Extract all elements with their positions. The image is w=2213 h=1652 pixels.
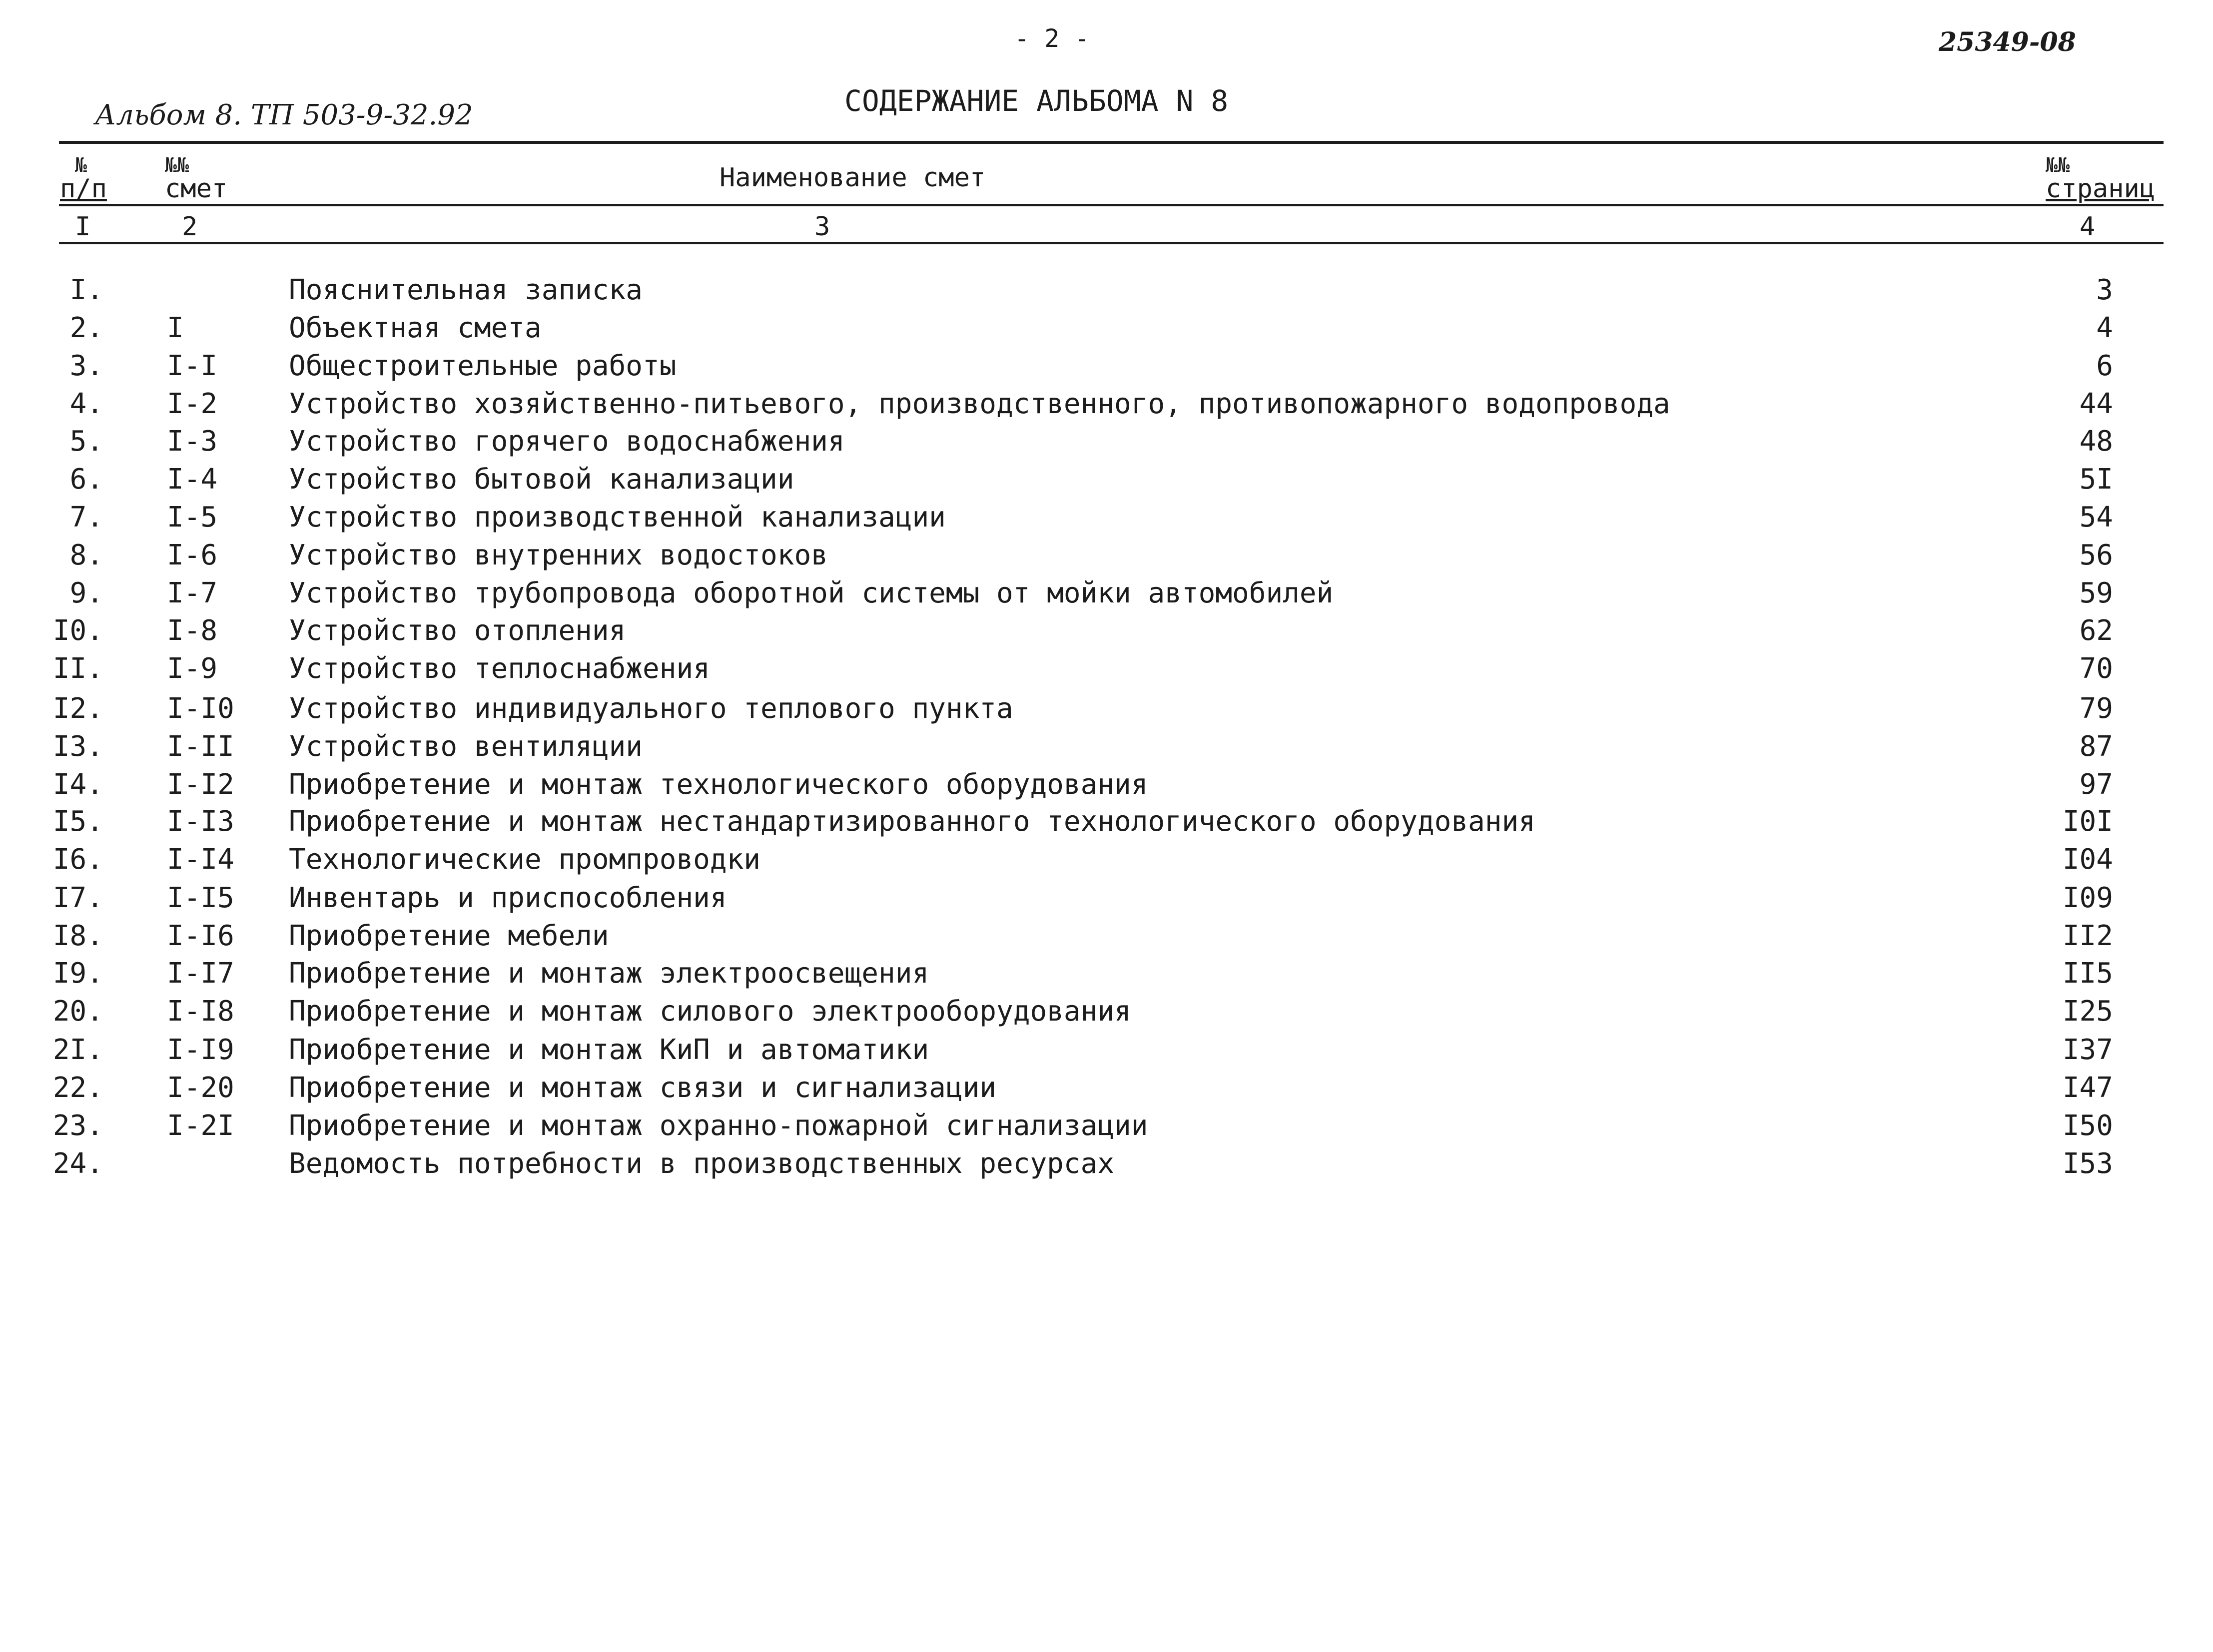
table-row [0,1072,2213,1106]
estimate-name: Приобретение и монтаж электроосвещения [289,957,929,990]
page-number-cell: I50 [2062,1109,2113,1142]
table-row [0,614,2213,649]
page-number-cell: 5I [2079,463,2113,496]
estimate-name: Устройство отопления [289,614,626,647]
row-number: 2. [69,312,103,344]
header-no-line1: № [75,154,87,177]
document-title: СОДЕРЖАНИЕ АЛЬБОМА N 8 [844,84,1229,118]
estimate-name: Приобретение и монтаж технологического оборудования [289,768,1148,801]
page-number-cell: 56 [2079,539,2113,571]
estimate-name: Приобретение и монтаж нестандартизированного технологического оборудования [289,805,1535,838]
row-number: 23. [52,1109,103,1142]
estimate-name: Технологические промпроводки [289,843,761,876]
page-number-cell: 3 [2096,274,2113,306]
estimate-number: I-2 [167,388,218,420]
estimate-number: I-6 [167,539,218,571]
table-row [0,312,2213,347]
table-row [0,995,2213,1030]
table-row [0,539,2213,574]
estimate-number: I-I9 [167,1034,234,1066]
page-number-cell: I04 [2062,843,2113,876]
estimate-name: Приобретение и монтаж силового электрооборудования [289,995,1131,1028]
row-number: I2. [52,692,103,725]
table-row [0,768,2213,803]
row-number: II. [52,652,103,685]
table-row [0,1034,2213,1069]
table-row [0,501,2213,536]
estimate-name: Устройство теплоснабжения [289,652,710,685]
estimate-number: I-I7 [167,957,234,990]
table-top-rule [59,141,2164,144]
estimate-name: Объектная смета [289,312,542,344]
header-page-line2: страниц [2046,174,2156,204]
row-number: I9. [52,957,103,990]
estimate-number: I-I2 [167,768,234,801]
column-number-4: 4 [2080,212,2096,242]
row-number: 7. [69,501,103,534]
row-number: 20. [52,995,103,1028]
header-estimate-line1: №№ [165,154,189,177]
estimate-number: I-2I [167,1109,234,1142]
estimate-name: Приобретение и монтаж охранно-пожарной сигнализации [289,1109,1148,1142]
estimate-number: I-8 [167,614,218,647]
estimate-number: I-4 [167,463,218,496]
estimate-name: Устройство горячего водоснабжения [289,425,845,458]
page-number-cell: 44 [2079,388,2113,420]
page-number-cell: II5 [2062,957,2113,990]
page-number-cell: 6 [2096,350,2113,382]
page-number-cell: I25 [2062,995,2113,1028]
table-row [0,425,2213,460]
page-number-cell: I0I [2062,805,2113,838]
row-number: I4. [52,768,103,801]
estimate-name: Инвентарь и приспособления [289,882,727,914]
column-number-2: 2 [182,212,198,242]
table-row [0,920,2213,955]
estimate-number: I-I8 [167,995,234,1028]
page-number-cell: 79 [2079,692,2113,725]
column-number-1: I [75,212,91,242]
table-row [0,350,2213,385]
table-row [0,274,2213,309]
page-number-cell: 59 [2079,577,2113,609]
page-number-cell: 48 [2079,425,2113,458]
header-no-line2: п/п [60,174,107,204]
page-number-cell: 70 [2079,652,2113,685]
column-number-3: 3 [814,212,830,242]
estimate-name: Устройство производственной канализации [289,501,946,534]
page-number: - 2 - [1014,24,1090,53]
page-number-cell: I09 [2062,882,2113,914]
estimate-name: Устройство бытовой канализации [289,463,794,496]
page-number-cell: 87 [2079,730,2113,763]
table-row [0,882,2213,917]
estimate-number: I-I5 [167,882,234,914]
row-number: 4. [69,388,103,420]
estimate-name: Устройство вентиляции [289,730,643,763]
page-number-cell: II2 [2062,920,2113,952]
row-number: I0. [52,614,103,647]
estimate-name: Приобретение и монтаж связи и сигнализации [289,1072,997,1104]
estimate-number: I-9 [167,652,218,685]
row-number: 22. [52,1072,103,1104]
estimate-number: I-7 [167,577,218,609]
page-number-cell: I47 [2062,1072,2113,1104]
estimate-name: Устройство трубопровода оборотной системы от мойки автомобилей [289,577,1334,609]
estimate-name: Приобретение и монтаж КиП и автоматики [289,1034,929,1066]
estimate-number: I-I3 [167,805,234,838]
row-number: I7. [52,882,103,914]
estimate-number: I-I6 [167,920,234,952]
row-number: 5. [69,425,103,458]
estimate-number: I-I4 [167,843,234,876]
page-number-cell: I53 [2062,1147,2113,1180]
table-row [0,805,2213,840]
page-number-cell: 97 [2079,768,2113,801]
table-row [0,957,2213,992]
estimate-name: Приобретение мебели [289,920,609,952]
estimate-number: I [167,312,184,344]
table-row [0,1147,2213,1182]
row-number: 9. [69,577,103,609]
row-number: 6. [69,463,103,496]
estimate-name: Устройство внутренних водостоков [289,539,828,571]
estimate-number: I-I [167,350,218,382]
document-code: 25349-08 [1939,27,2076,57]
estimate-number: I-I0 [167,692,234,725]
table-row [0,1109,2213,1144]
page-number-cell: 54 [2079,501,2113,534]
row-number: 8. [69,539,103,571]
page-number-cell: 4 [2096,312,2113,344]
estimate-name: Устройство индивидуального теплового пункта [289,692,1013,725]
estimate-number: I-II [167,730,234,763]
table-row [0,652,2213,687]
column-number-rule [59,242,2164,244]
page-number-cell: I37 [2062,1034,2113,1066]
row-number: 3. [69,350,103,382]
table-row [0,730,2213,765]
table-row [0,692,2213,727]
table-row [0,463,2213,498]
header-name: Наименование смет [720,163,986,193]
estimate-name: Устройство хозяйственно-питьевого, производственного, противопожарного водопровода [289,388,1670,420]
row-number: 2I. [52,1034,103,1066]
estimate-number: I-5 [167,501,218,534]
row-number: 24. [52,1147,103,1180]
row-number: I5. [52,805,103,838]
table-row [0,843,2213,878]
header-page-line1: №№ [2046,154,2070,177]
row-number: I8. [52,920,103,952]
album-reference: Альбом 8. ТП 503-9-32.92 [95,99,473,131]
estimate-name: Общестроительные работы [289,350,677,382]
row-number: I3. [52,730,103,763]
page-number-cell: 62 [2079,614,2113,647]
estimate-name: Пояснительная записка [289,274,643,306]
estimate-number: I-20 [167,1072,234,1104]
table-row [0,388,2213,423]
header-divider-rule [59,204,2164,206]
table-row [0,577,2213,612]
estimate-name: Ведомость потребности в производственных ресурсах [289,1147,1115,1180]
row-number: I. [69,274,103,306]
row-number: I6. [52,843,103,876]
estimate-number: I-3 [167,425,218,458]
header-estimate-line2: смет [165,174,228,204]
